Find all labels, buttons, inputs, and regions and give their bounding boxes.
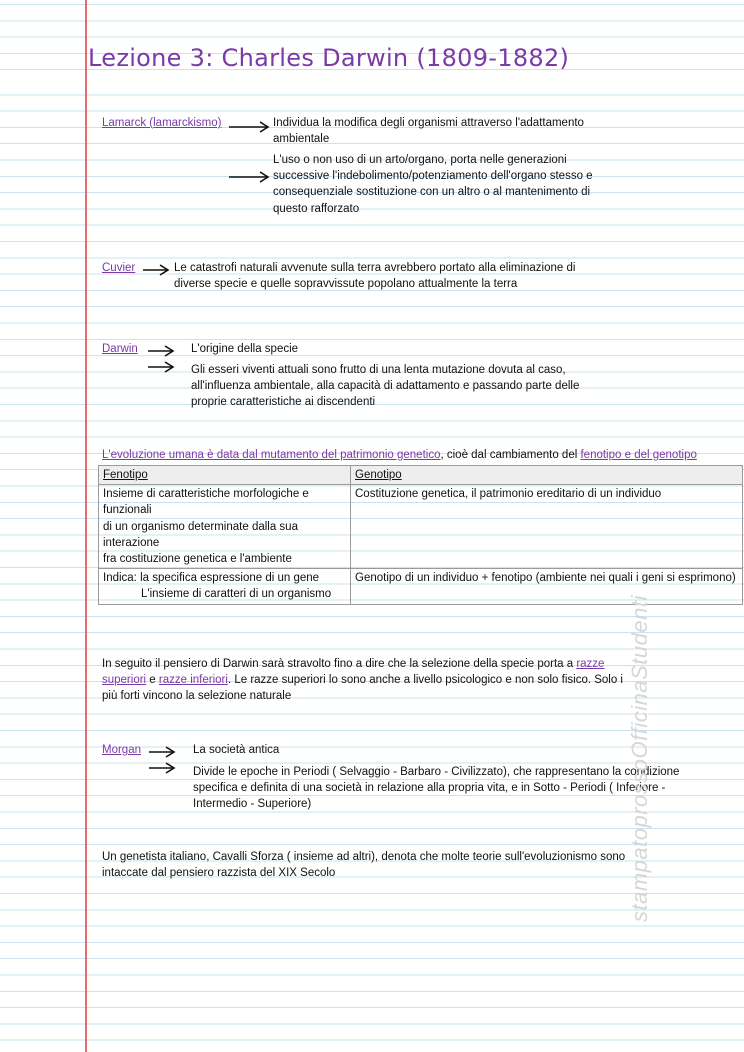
cell-fenotipo-indica [99, 569, 351, 604]
evolution-link-fenotipo-genotipo[interactable]: fenotipo e del genotipo [580, 449, 697, 461]
fenotipo-genotipo-table [98, 465, 743, 605]
morgan-point-1: La società antica [193, 744, 280, 756]
table-header-row [99, 466, 743, 485]
darwin-label[interactable]: Darwin [102, 343, 138, 355]
razze-inferiori-link[interactable]: razze inferiori [158, 674, 228, 687]
fenotipo-def-line-2: di un organismo determinate dalla sua interazione [103, 520, 298, 549]
arrow-right-icon [229, 171, 271, 187]
lamarck-point-2: L'uso o non uso di un arto/organo, porta nelle generazioni successive l'indebolimento/potenziamento dell'organo stesso e consequenziale sostituzione con un altro o al mantenimento di questo rafforzato [273, 154, 593, 215]
arrow-right-icon [149, 746, 177, 762]
arrow-right-icon [149, 762, 177, 778]
header-fenotipo: Fenotipo [99, 466, 351, 485]
evolution-sentence [102, 447, 744, 463]
darwin-point-1: L'origine della specie [191, 343, 299, 355]
fenotipo-indica-line-1: Indica: la specifica espressione di un gene [103, 572, 320, 585]
cavalli-sforza-paragraph: Un genetista italiano, Cavalli Sforza ( insieme ad altri), denota che molte teorie sull'evoluzionismo sono intaccate dal pensiero razzista del XIX Secolo [102, 851, 626, 880]
arrow-right-icon [148, 361, 176, 377]
arrow-right-icon [143, 264, 171, 280]
morgan-label[interactable]: Morgan [102, 744, 141, 756]
evolution-link-genetic[interactable]: L'evoluzione umana è data dal mutamento del patrimonio genetico [102, 449, 441, 461]
page-title: Lezione 3: Charles Darwin (1809-1882) [88, 44, 570, 72]
evolution-middle-text: , cioè dal cambiamento del [440, 449, 581, 461]
morgan-point-2: Divide le epoche in Periodi ( Selvaggio - Barbaro - Civilizzato), che rappresentano la condizione specifica e definita di una società in relazione alla propria vita, e in Sotto - Periodi ( Inferiore - Intermedio - Superiore) [193, 766, 680, 811]
lamarck-label[interactable]: Lamarck (lamarckismo) [102, 117, 222, 129]
header-genotipo: Genotipo [351, 466, 743, 485]
table-row [99, 485, 743, 569]
fenotipo-def-line-3: fra costituzione genetica e l'ambiente [103, 553, 292, 566]
darwin-point-2: Gli esseri viventi attuali sono frutto di una lenta mutazione dovuta al caso, all'influenza ambientale, alla capacità di adattamento e passando parte delle proprie caratteristiche ai discendenti [191, 364, 580, 409]
cell-genotipo-definition: Costituzione genetica, il patrimonio ereditario di un individuo [351, 485, 743, 569]
razze-paragraph: In seguito il pensiero di Darwin sarà stravolto fino a dire che la selezione della specie porta a razze superiori e razze inferiori. Le razze superiori lo sono anche a livello psicologico e non solo fisico. Solo i più forti vincono la selezione naturale [102, 658, 623, 703]
cell-genotipo-formula: Genotipo di un individuo + fenotipo (ambiente nei quali i geni si esprimono) [351, 569, 743, 604]
notebook-margin-line [85, 0, 87, 1052]
fenotipo-def-line-1: Insieme di caratteristiche morfologiche e funzionali [103, 488, 309, 517]
razze-superiori-link[interactable]: razze superiori [102, 658, 605, 687]
arrow-right-icon [229, 121, 271, 137]
lamarck-point-1: Individua la modifica degli organismi attraverso l'adattamento ambientale [273, 117, 584, 146]
cell-fenotipo-definition [99, 485, 351, 569]
fenotipo-indica-line-2: L'insieme di caratteri di un organismo [141, 588, 332, 601]
arrow-right-icon [148, 345, 176, 361]
cuvier-point-1: Le catastrofi naturali avvenute sulla terra avrebbero portato alla eliminazione di diverse specie e quelle sopravvissute popolano attualmente la terra [174, 262, 576, 291]
cuvier-label[interactable]: Cuvier [102, 262, 136, 274]
watermark-text: stampatoprossoOfficinaStudenti [627, 595, 652, 922]
